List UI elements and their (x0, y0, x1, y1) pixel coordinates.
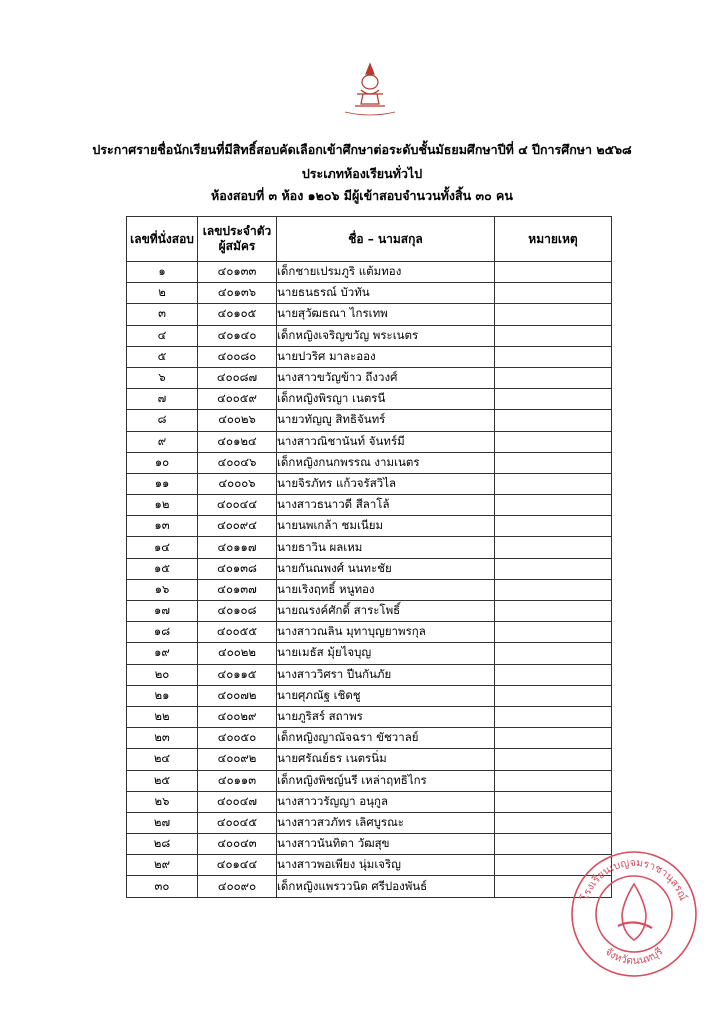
student-name-cell: นายธนธรณ์ บัวทัน (277, 283, 495, 304)
seat-number-cell: ๒๑ (127, 685, 198, 706)
seat-number-cell: ๗ (127, 389, 198, 410)
remarks-cell (495, 389, 612, 410)
header-applicant-id (198, 217, 277, 262)
student-name-cell: นายศุภณัฐ เชิดชู (277, 685, 495, 706)
applicant-id-cell: ๔๐๑๑๓ (198, 770, 277, 791)
remarks-cell (495, 325, 612, 346)
remarks-cell (495, 749, 612, 770)
student-name-cell: นายธาวิน ผลเหม (277, 537, 495, 558)
seat-number-cell: ๒๙ (127, 855, 198, 876)
applicant-id-cell: ๔๐๐๔๗ (198, 791, 277, 812)
remarks-cell (495, 262, 612, 283)
applicant-id-cell: ๔๐๑๑๕ (198, 664, 277, 685)
table-row (127, 643, 612, 664)
student-name-cell: นางสาวณิชานันท์ จันทร์มี (277, 431, 495, 452)
table-row (127, 495, 612, 516)
applicant-id-cell: ๔๐๐๐๖ (198, 473, 277, 494)
remarks-cell (495, 728, 612, 749)
remarks-cell (495, 770, 612, 791)
remarks-cell (495, 537, 612, 558)
student-name-cell: เด็กหญิงพิชญ์นรี เหล่าฤทธิไกร (277, 770, 495, 791)
seat-number-cell: ๑๐ (127, 452, 198, 473)
table-row (127, 664, 612, 685)
table-row (127, 516, 612, 537)
seat-number-cell: ๕ (127, 346, 198, 367)
remarks-cell (495, 304, 612, 325)
table-row (127, 685, 612, 706)
header-full-name: ชื่อ – นามสกุล (277, 217, 495, 262)
applicant-id-cell: ๔๐๐๘๗ (198, 367, 277, 388)
seat-number-cell: ๑๒ (127, 495, 198, 516)
student-name-cell: นายณรงค์ศักดิ์ สาระโพธิ์ (277, 601, 495, 622)
table-row (127, 728, 612, 749)
announcement-title: ประกาศรายชื่อนักเรียนที่มีสิทธิ์สอบคัดเลือกเข้าศึกษาต่อระดับชั้นมัธยมศึกษาปีที่ ๔ ปีการศึกษา ๒๕๖๘ (92, 142, 632, 157)
svg-text:โรงเรียนเบญจมราชานุสรณ์ (578, 857, 690, 903)
seat-number-cell: ๔ (127, 325, 198, 346)
header-remarks: หมายเหตุ (495, 217, 612, 262)
remarks-cell (495, 685, 612, 706)
seat-number-cell: ๒๔ (127, 749, 198, 770)
remarks-cell (495, 706, 612, 727)
seat-number-cell: ๙ (127, 431, 198, 452)
applicant-id-cell: ๔๐๐๕๙ (198, 389, 277, 410)
table-row (127, 558, 612, 579)
applicant-id-cell: ๔๐๐๔๔ (198, 495, 277, 516)
remarks-cell (495, 367, 612, 388)
remarks-cell (495, 791, 612, 812)
stamp-bottom-text: จังหวัดนนทบุรี (602, 945, 666, 968)
table-row (127, 262, 612, 283)
seat-number-cell: ๖ (127, 367, 198, 388)
table-row (127, 601, 612, 622)
remarks-cell (495, 283, 612, 304)
classroom-type: ประเภทห้องเรียนทั่วไป (301, 166, 423, 181)
applicant-id-cell: ๔๐๑๓๘ (198, 558, 277, 579)
table-row (127, 410, 612, 431)
student-name-cell: เด็กชายเปรมภูริ แต้มทอง (277, 262, 495, 283)
student-name-cell: นายวทัญญู สิทธิจันทร์ (277, 410, 495, 431)
seat-number-cell: ๓๐ (127, 876, 198, 897)
table-row (127, 622, 612, 643)
applicant-id-cell: ๔๐๐๒๙ (198, 706, 277, 727)
stamp-top-text: โรงเรียนเบญจมราชานุสรณ์ (579, 856, 689, 903)
applicant-id-cell: ๔๐๐๙๐ (198, 876, 277, 897)
applicant-id-cell: ๔๐๑๐๘ (198, 601, 277, 622)
student-name-cell: เด็กหญิงกนกพรรณ งามเนตร (277, 452, 495, 473)
applicant-id-cell: ๔๐๑๓๓ (198, 262, 277, 283)
roster-body (127, 262, 612, 898)
table-row (127, 706, 612, 727)
applicant-id-cell: ๔๐๐๔๓ (198, 834, 277, 855)
remarks-cell (495, 346, 612, 367)
student-name-cell: เด็กหญิงแพรววนิต ศรีปองพันธ์ (277, 876, 495, 897)
student-name-cell: นายสุวัฒธณา ไกรเทพ (277, 304, 495, 325)
student-name-cell: นายศรัณย์ธร เนตรนิ่ม (277, 749, 495, 770)
applicant-id-cell: ๔๐๐๕๕ (198, 622, 277, 643)
remarks-cell (495, 431, 612, 452)
student-name-cell: เด็กหญิงพิรญา เนตรนี (277, 389, 495, 410)
student-name-cell: นายกันณพงศ์ นนทะชัย (277, 558, 495, 579)
applicant-id-cell: ๔๐๑๔๐ (198, 325, 277, 346)
exam-room-info: ห้องสอบที่ ๓ ห้อง ๑๒๐๖ มีผู้เข้าสอบจำนวนทั้งสิ้น ๓๐ คน (211, 188, 513, 203)
remarks-cell (495, 812, 612, 833)
applicant-id-cell: ๔๐๐๘๐ (198, 346, 277, 367)
table-row (127, 537, 612, 558)
remarks-cell (495, 516, 612, 537)
remarks-cell (495, 579, 612, 600)
table-row (127, 367, 612, 388)
header-applicant-id-line2: ผู้สมัคร (218, 239, 256, 253)
applicant-id-cell: ๔๐๐๕๐ (198, 728, 277, 749)
applicant-id-cell: ๔๐๑๒๔ (198, 431, 277, 452)
remarks-cell (495, 622, 612, 643)
student-name-cell: นางสาวธนาวดี สีลาโล้ (277, 495, 495, 516)
table-row (127, 304, 612, 325)
student-name-cell: นางสาววิศรา ปีนกันภัย (277, 664, 495, 685)
seat-number-cell: ๑๔ (127, 537, 198, 558)
seat-number-cell: ๒ (127, 283, 198, 304)
student-name-cell: นางสาวณลิน มุทาบุญยาพรกุล (277, 622, 495, 643)
seat-number-cell: ๑๙ (127, 643, 198, 664)
table-row (127, 431, 612, 452)
table-row (127, 473, 612, 494)
applicant-id-cell: ๔๐๑๓๗ (198, 579, 277, 600)
applicant-id-cell: ๔๐๐๙๔ (198, 516, 277, 537)
remarks-cell (495, 664, 612, 685)
remarks-cell (495, 452, 612, 473)
seat-number-cell: ๒๘ (127, 834, 198, 855)
table-row (127, 389, 612, 410)
applicant-id-cell: ๔๐๐๔๖ (198, 452, 277, 473)
seat-number-cell: ๑๑ (127, 473, 198, 494)
table-row (127, 791, 612, 812)
seat-number-cell: ๒๕ (127, 770, 198, 791)
table-row (127, 452, 612, 473)
applicant-id-cell: ๔๐๐๔๕ (198, 812, 277, 833)
remarks-cell (495, 601, 612, 622)
table-row (127, 876, 612, 897)
seat-number-cell: ๒๒ (127, 706, 198, 727)
header-seat-number: เลขที่นั่งสอบ (127, 217, 198, 262)
student-name-cell: นายภูริสร์ สถาพร (277, 706, 495, 727)
applicant-id-cell: ๔๐๑๔๔ (198, 855, 277, 876)
applicant-id-cell: ๔๐๐๒๒ (198, 643, 277, 664)
table-row (127, 346, 612, 367)
table-row (127, 855, 612, 876)
table-row (127, 812, 612, 833)
table-row (127, 283, 612, 304)
student-name-cell: นางสาวนันทิตา วัฒสุข (277, 834, 495, 855)
table-row (127, 579, 612, 600)
seat-number-cell: ๑๓ (127, 516, 198, 537)
student-name-cell: นายปวริศ มาละออง (277, 346, 495, 367)
seat-number-cell: ๑๖ (127, 579, 198, 600)
school-crest-icon (335, 58, 405, 122)
seat-number-cell: ๑ (127, 262, 198, 283)
student-name-cell: นางสาวพอเพียง นุ่มเจริญ (277, 855, 495, 876)
seat-number-cell: ๒๖ (127, 791, 198, 812)
student-name-cell: นางสาวสวภัทร เลิศบูรณะ (277, 812, 495, 833)
seat-number-cell: ๒๐ (127, 664, 198, 685)
seat-number-cell: ๒๓ (127, 728, 198, 749)
student-name-cell: เด็กหญิงญาณัจฉรา ขัชวาลย์ (277, 728, 495, 749)
school-seal-stamp-icon (568, 848, 700, 980)
table-row (127, 770, 612, 791)
applicant-id-cell: ๔๐๐๒๖ (198, 410, 277, 431)
table-row (127, 325, 612, 346)
table-header-row (127, 217, 612, 262)
student-name-cell: นางสาววรัญญา อนุกูล (277, 791, 495, 812)
seat-number-cell: ๘ (127, 410, 198, 431)
student-name-cell: นายจิรภัทร แก้วจรัสวิไล (277, 473, 495, 494)
applicant-id-cell: ๔๐๐๗๒ (198, 685, 277, 706)
student-name-cell: เด็กหญิงเจริญขวัญ พระเนตร (277, 325, 495, 346)
header-applicant-id-line1: เลขประจำตัว (202, 224, 272, 238)
remarks-cell (495, 495, 612, 516)
svg-text:จังหวัดนนทบุรี (603, 945, 666, 967)
remarks-cell (495, 410, 612, 431)
student-name-cell: นางสาวขวัญข้าว ถึงวงศ์ (277, 367, 495, 388)
remarks-cell (495, 643, 612, 664)
applicant-id-cell: ๔๐๑๓๖ (198, 283, 277, 304)
seat-number-cell: ๑๘ (127, 622, 198, 643)
seat-number-cell: ๑๗ (127, 601, 198, 622)
student-name-cell: นายเริงฤทธิ์ หนูทอง (277, 579, 495, 600)
remarks-cell (495, 473, 612, 494)
student-name-cell: นายนพเกล้า ชมเนียม (277, 516, 495, 537)
table-row (127, 834, 612, 855)
seat-number-cell: ๑๕ (127, 558, 198, 579)
applicant-id-cell: ๔๐๐๙๒ (198, 749, 277, 770)
exam-roster-table (126, 216, 612, 898)
table-row (127, 749, 612, 770)
remarks-cell (495, 558, 612, 579)
seat-number-cell: ๒๗ (127, 812, 198, 833)
applicant-id-cell: ๔๐๑๐๕ (198, 304, 277, 325)
applicant-id-cell: ๔๐๑๑๗ (198, 537, 277, 558)
seat-number-cell: ๓ (127, 304, 198, 325)
student-name-cell: นายเมธัส มุ้ยไจบุญ (277, 643, 495, 664)
